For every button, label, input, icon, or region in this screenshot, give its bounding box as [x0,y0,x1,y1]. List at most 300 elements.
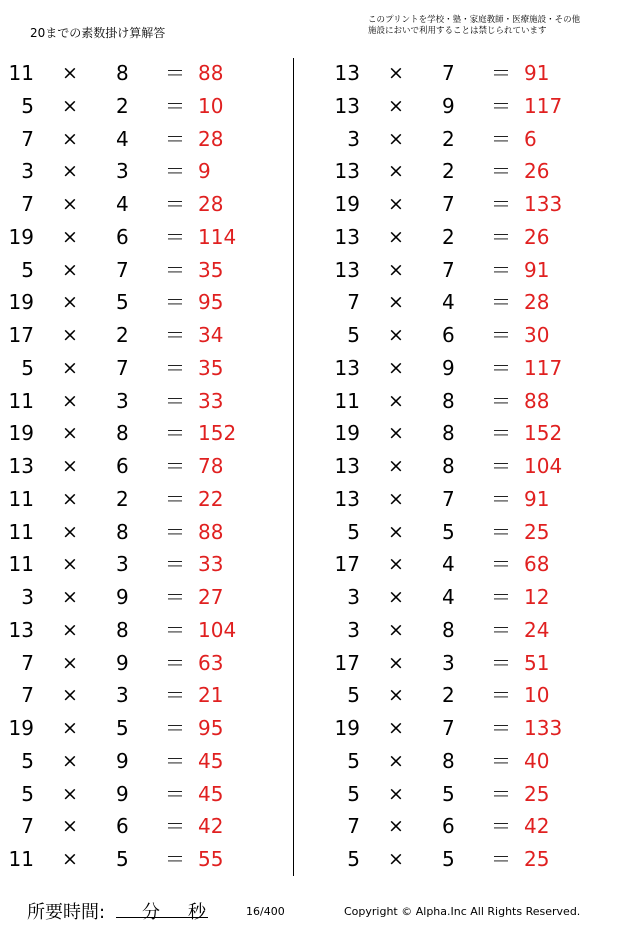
problem-row [0,90,300,123]
multiplier: 8 [116,519,129,544]
problem-row [0,254,300,287]
times-sign: × [388,193,404,215]
times-sign: × [62,815,78,838]
answer: 25 [524,519,550,544]
problem-row [0,123,300,156]
problem-row [0,810,300,843]
multiplier: 3 [442,650,455,675]
equals-sign: ＝ [165,814,185,839]
times-sign: × [388,62,404,84]
equals-sign: ＝ [491,388,511,413]
times-sign: × [62,127,78,150]
multiplier: 2 [116,323,129,347]
equals-sign: ＝ [165,257,185,282]
worksheet-title: 20までの素数掛け算解答 [30,26,166,40]
times-sign: × [388,717,404,739]
equals-sign: ＝ [491,323,511,347]
multiplier: 2 [442,683,455,708]
answer: 133 [524,716,563,740]
multiplicand: 19 [8,421,34,446]
equals-sign: ＝ [491,93,511,118]
problem-row [0,385,300,418]
times-sign: × [62,717,78,739]
equals-sign: ＝ [491,716,511,740]
multiplicand: 11 [8,61,34,85]
equals-sign: ＝ [491,748,511,773]
multiplicand: 5 [21,355,34,380]
problem-row [326,614,626,647]
answer: 9 [198,159,211,184]
times-sign: × [62,651,78,674]
equals-sign: ＝ [165,290,185,315]
answer: 21 [198,683,224,708]
equals-sign: ＝ [165,781,185,806]
answer: 40 [524,748,550,773]
equals-sign: ＝ [491,192,511,216]
problem-row [0,188,300,221]
multiplier: 2 [116,486,129,511]
answer: 35 [198,355,224,380]
answer: 28 [524,290,550,315]
answer: 114 [198,224,237,249]
answer: 133 [524,192,563,216]
times-sign: × [62,782,78,805]
multiplier: 3 [116,552,129,577]
multiplicand: 5 [21,781,34,806]
equals-sign: ＝ [165,159,185,184]
answer: 117 [524,93,563,118]
multiplier: 8 [442,617,455,642]
equals-sign: ＝ [165,486,185,511]
answer: 6 [524,126,537,151]
answer: 63 [198,650,224,675]
usage-notice-line-2: 施設においで利用することは禁じられています [368,26,547,36]
problem-row [0,57,300,90]
times-sign: × [62,848,78,870]
problem-row [0,286,300,319]
multiplicand: 13 [8,454,34,478]
multiplicand: 19 [8,290,34,315]
multiplier: 6 [442,814,455,839]
problem-row [326,647,626,680]
multiplier: 9 [116,650,129,675]
multiplicand: 3 [21,585,34,609]
problem-row [0,647,300,680]
equals-sign: ＝ [491,519,511,544]
answer: 10 [524,683,550,708]
multiplier: 7 [442,716,455,740]
times-sign: × [388,160,404,183]
page-number: 16/400 [246,905,285,918]
answer: 26 [524,224,550,249]
multiplier: 9 [116,781,129,806]
answer: 28 [198,126,224,151]
times-sign: × [388,127,404,150]
times-sign: × [388,291,404,314]
answer: 91 [524,257,550,282]
answer: 12 [524,585,550,609]
times-sign: × [388,225,404,248]
multiplicand: 13 [8,617,34,642]
equals-sign: ＝ [491,355,511,380]
minutes-label: 分 [142,902,160,923]
answer: 91 [524,486,550,511]
equals-sign: ＝ [165,716,185,740]
times-sign: × [388,94,404,117]
equals-sign: ＝ [165,421,185,446]
answer: 33 [198,388,224,413]
answer: 28 [198,192,224,216]
equals-sign: ＝ [491,781,511,806]
equals-sign: ＝ [491,159,511,184]
times-sign: × [388,258,404,281]
equals-sign: ＝ [491,486,511,511]
multiplicand: 19 [8,224,34,249]
multiplicand: 7 [21,683,34,708]
equals-sign: ＝ [165,192,185,216]
multiplier: 5 [116,290,129,315]
equals-sign: ＝ [165,323,185,347]
multiplier: 8 [442,421,455,446]
answer: 88 [198,61,224,85]
answer: 152 [198,421,237,446]
multiplier: 3 [116,159,129,184]
equals-sign: ＝ [165,224,185,249]
multiplicand: 17 [8,323,34,347]
multiplier: 2 [442,224,455,249]
multiplier: 3 [116,683,129,708]
multiplicand: 7 [21,126,34,151]
multiplicand: 7 [347,814,360,839]
answer: 152 [524,421,563,446]
multiplier: 9 [442,355,455,380]
answer: 30 [524,323,550,347]
problem-row [326,123,626,156]
multiplicand: 5 [347,683,360,708]
multiplier: 5 [442,847,455,871]
times-sign: × [62,356,78,379]
equals-sign: ＝ [491,552,511,577]
equals-sign: ＝ [165,61,185,85]
problem-row [326,221,626,254]
multiplicand: 13 [334,93,360,118]
times-sign: × [388,618,404,641]
answer: 42 [198,814,224,839]
multiplier: 3 [116,388,129,413]
multiplicand: 5 [347,748,360,773]
answer: 55 [198,847,224,871]
problem-row [326,57,626,90]
equals-sign: ＝ [491,290,511,315]
times-sign: × [62,291,78,314]
answer: 42 [524,814,550,839]
problem-row [0,679,300,712]
times-sign: × [388,389,404,412]
multiplier: 9 [116,748,129,773]
equals-sign: ＝ [165,126,185,151]
times-sign: × [62,422,78,445]
answer: 25 [524,781,550,806]
multiplicand: 3 [347,617,360,642]
equals-sign: ＝ [491,585,511,609]
problem-row [326,417,626,450]
problem-row [326,90,626,123]
multiplicand: 11 [8,552,34,577]
multiplicand: 5 [21,93,34,118]
time-required-label: 所要時間: [27,902,106,923]
times-sign: × [62,684,78,707]
equals-sign: ＝ [165,585,185,609]
multiplier: 8 [116,61,129,85]
multiplicand: 11 [334,388,360,413]
multiplier: 8 [116,617,129,642]
multiplier: 4 [442,290,455,315]
answer: 10 [198,93,224,118]
problem-row [0,155,300,188]
equals-sign: ＝ [491,126,511,151]
answer: 33 [198,552,224,577]
multiplier: 7 [442,61,455,85]
multiplier: 7 [116,257,129,282]
multiplicand: 7 [21,650,34,675]
problem-row [326,385,626,418]
problem-row [0,483,300,516]
multiplicand: 19 [334,716,360,740]
multiplicand: 11 [8,519,34,544]
multiplier: 4 [116,126,129,151]
multiplicand: 11 [8,388,34,413]
problem-row [326,745,626,778]
times-sign: × [388,782,404,805]
equals-sign: ＝ [165,683,185,708]
times-sign: × [388,356,404,379]
multiplier: 8 [116,421,129,446]
problem-row [326,188,626,221]
equals-sign: ＝ [491,847,511,871]
multiplier: 7 [442,486,455,511]
answer: 104 [524,454,563,478]
multiplicand: 3 [347,585,360,609]
equals-sign: ＝ [165,617,185,642]
multiplicand: 7 [347,290,360,315]
times-sign: × [388,422,404,445]
times-sign: × [62,324,78,346]
problem-row [326,679,626,712]
answer: 34 [198,323,224,347]
times-sign: × [62,455,78,477]
problem-row [0,319,300,352]
problem-row [326,581,626,614]
times-sign: × [388,324,404,346]
multiplier: 6 [116,454,129,478]
equals-sign: ＝ [165,552,185,577]
answer: 78 [198,454,224,478]
multiplicand: 19 [334,192,360,216]
times-sign: × [62,553,78,576]
multiplier: 7 [442,257,455,282]
times-sign: × [388,684,404,707]
equals-sign: ＝ [165,748,185,773]
times-sign: × [62,193,78,215]
multiplicand: 13 [334,355,360,380]
answer: 45 [198,748,224,773]
multiplier: 8 [442,748,455,773]
problem-row [0,843,300,876]
equals-sign: ＝ [491,454,511,478]
problem-row [326,155,626,188]
multiplier: 7 [442,192,455,216]
equals-sign: ＝ [491,257,511,282]
multiplier: 5 [116,716,129,740]
times-sign: × [388,520,404,543]
multiplier: 5 [116,847,129,871]
right-problem-column [326,57,626,876]
multiplicand: 11 [8,486,34,511]
problem-row [326,843,626,876]
multiplicand: 7 [21,814,34,839]
equals-sign: ＝ [165,650,185,675]
multiplier: 9 [116,585,129,609]
equals-sign: ＝ [491,421,511,446]
problem-row [326,778,626,811]
times-sign: × [62,62,78,84]
times-sign: × [388,848,404,870]
answer: 95 [198,290,224,315]
copyright-notice: Copyright © Alpha.Inc All Rights Reserved. [344,905,581,918]
multiplicand: 19 [334,421,360,446]
answer: 26 [524,159,550,184]
equals-sign: ＝ [165,93,185,118]
answer: 51 [524,650,550,675]
problem-row [326,352,626,385]
multiplier: 6 [442,323,455,347]
multiplicand: 5 [347,519,360,544]
times-sign: × [388,487,404,510]
usage-notice [368,15,580,37]
problem-row [326,450,626,483]
multiplier: 6 [116,224,129,249]
answer: 27 [198,585,224,609]
multiplicand: 13 [334,257,360,282]
multiplicand: 5 [21,257,34,282]
answer: 45 [198,781,224,806]
problem-row [326,483,626,516]
multiplier: 8 [442,454,455,478]
problem-row [326,548,626,581]
usage-notice-line-1: このプリントを学校・塾・家庭教師・医療施設・その他 [368,15,581,25]
times-sign: × [62,94,78,117]
problem-row [0,548,300,581]
problem-row [326,810,626,843]
times-sign: × [62,487,78,510]
times-sign: × [62,618,78,641]
multiplicand: 13 [334,486,360,511]
multiplier: 5 [442,781,455,806]
multiplier: 4 [116,192,129,216]
multiplier: 8 [442,388,455,413]
equals-sign: ＝ [165,519,185,544]
times-sign: × [388,651,404,674]
multiplicand: 17 [334,552,360,577]
equals-sign: ＝ [491,61,511,85]
problem-row [0,778,300,811]
equals-sign: ＝ [491,650,511,675]
multiplier: 4 [442,585,455,609]
equals-sign: ＝ [165,847,185,871]
answer: 24 [524,617,550,642]
problem-row [0,221,300,254]
left-problem-column [0,57,300,876]
multiplicand: 11 [8,847,34,871]
answer: 88 [524,388,550,413]
equals-sign: ＝ [165,388,185,413]
times-sign: × [388,455,404,477]
answer: 25 [524,847,550,871]
answer: 22 [198,486,224,511]
multiplicand: 3 [21,159,34,184]
time-entry-field[interactable] [116,896,208,923]
multiplicand: 5 [21,748,34,773]
problem-row [326,712,626,745]
problem-row [0,352,300,385]
multiplicand: 13 [334,159,360,184]
times-sign: × [62,749,78,772]
multiplier: 5 [442,519,455,544]
problem-row [0,450,300,483]
equals-sign: ＝ [165,355,185,380]
seconds-label: 秒 [188,902,206,923]
answer: 95 [198,716,224,740]
times-sign: × [388,586,404,608]
times-sign: × [62,520,78,543]
times-sign: × [62,586,78,608]
answer: 117 [524,355,563,380]
problem-row [0,516,300,549]
problem-row [0,417,300,450]
times-sign: × [62,160,78,183]
times-sign: × [62,258,78,281]
multiplicand: 5 [347,781,360,806]
answer: 68 [524,552,550,577]
multiplier: 2 [442,126,455,151]
column-divider [293,58,294,876]
multiplicand: 5 [347,847,360,871]
equals-sign: ＝ [491,617,511,642]
equals-sign: ＝ [491,683,511,708]
multiplicand: 13 [334,454,360,478]
times-sign: × [388,815,404,838]
answer: 35 [198,257,224,282]
times-sign: × [62,225,78,248]
multiplier: 2 [442,159,455,184]
equals-sign: ＝ [491,814,511,839]
equals-sign: ＝ [491,224,511,249]
multiplier: 7 [116,355,129,380]
problem-row [0,614,300,647]
multiplicand: 3 [347,126,360,151]
times-sign: × [388,749,404,772]
answer: 91 [524,61,550,85]
problem-row [0,712,300,745]
multiplicand: 5 [347,323,360,347]
problem-row [326,319,626,352]
multiplier: 9 [442,93,455,118]
answer: 104 [198,617,237,642]
multiplicand: 17 [334,650,360,675]
equals-sign: ＝ [165,454,185,478]
multiplier: 4 [442,552,455,577]
multiplicand: 13 [334,224,360,249]
